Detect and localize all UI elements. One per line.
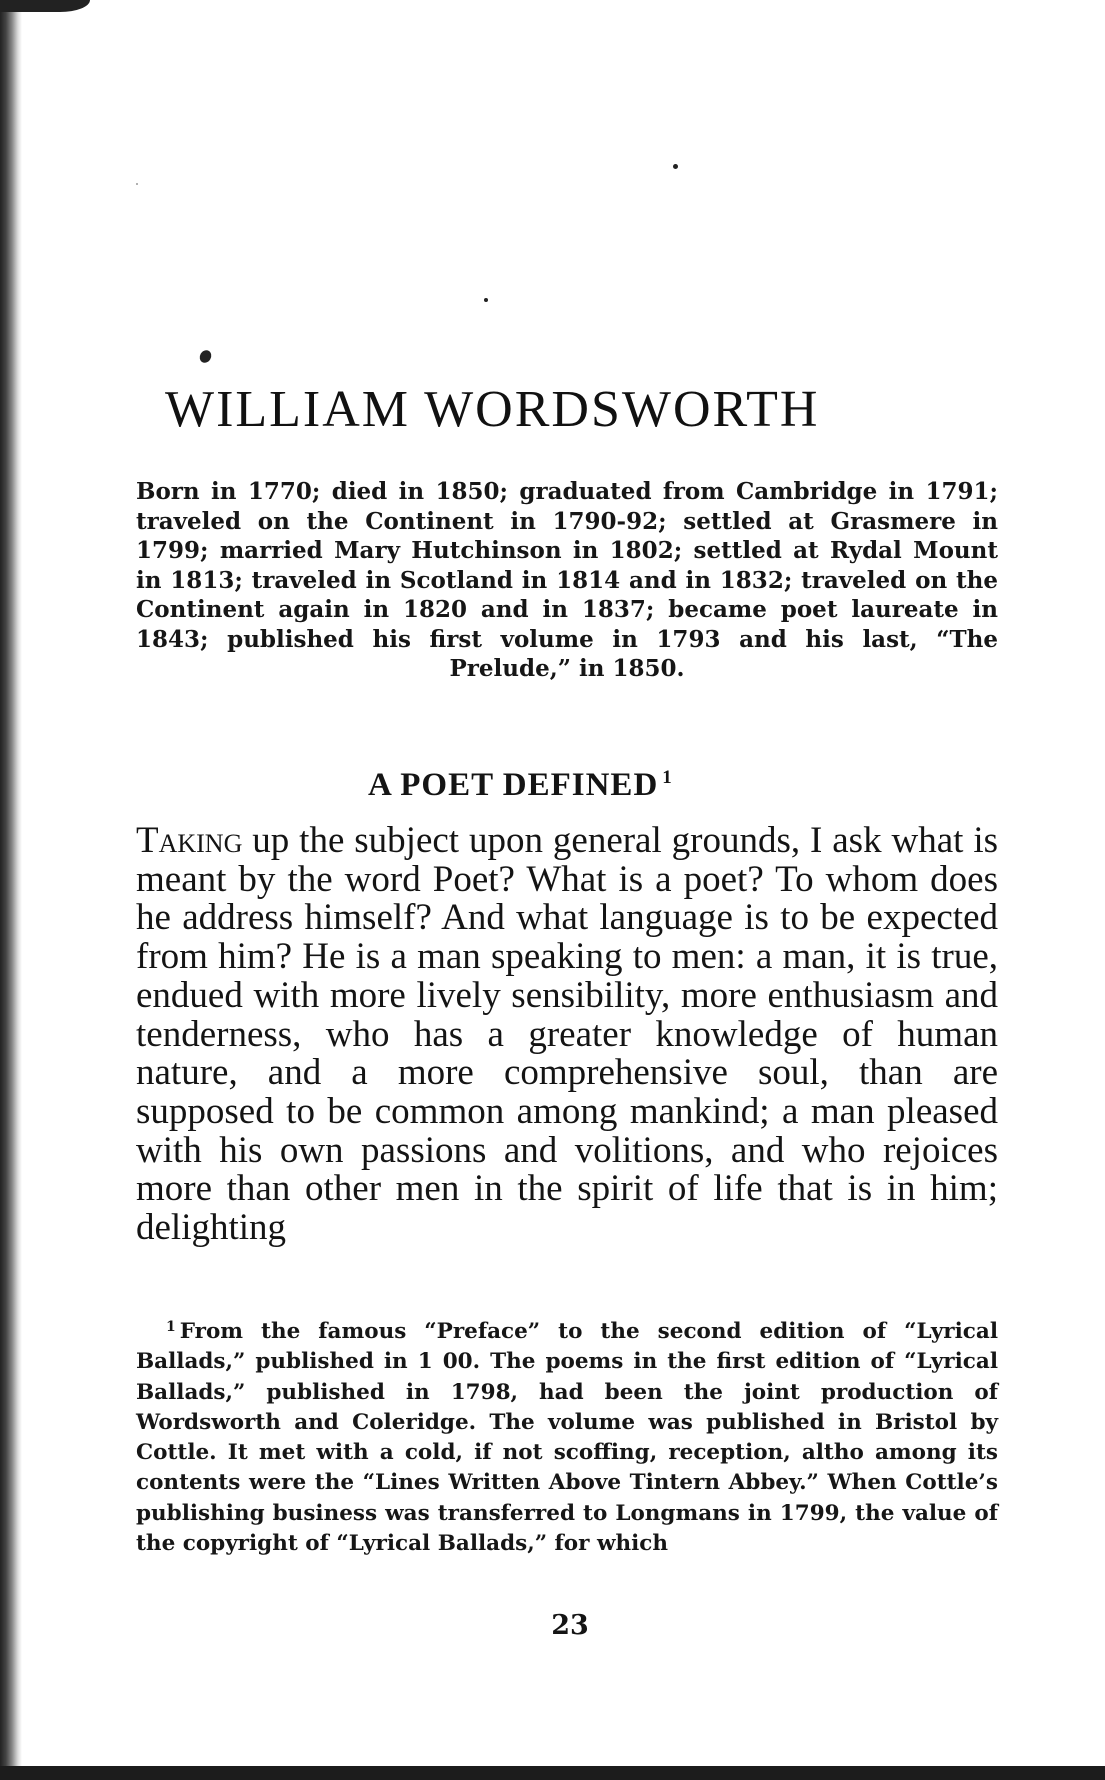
footnote-marker: 1 bbox=[166, 1319, 176, 1335]
footnote-text: From the famous “Preface” to the second edition of “Lyrical Ballads,” published in 1 00. The poems in the first edition of “Lyrical Ballads,” published in 1798, had been the joint production of Wordsworth and Coleridge. The volume was published in Bristol by Cottle. It met with a cold, if not scoffing, reception, altho among its contents were the “Lines Written Above Tintern Abbey.” When Cottle’s publishing business was transferred to Longmans in 1799, the value of the copyright of “Lyrical Ballads,” for which bbox=[136, 1319, 998, 1557]
print-speck bbox=[197, 348, 213, 365]
author-biography: Born in 1770; died in 1850; graduated from Cambridge in 1791; traveled on the Continent in 1790-92; settled at Grasmere in 1799; married Mary Hutchinson in 1802; settled at Rydal Mount in 1813; traveled in Scotland in 1814 and in 1832; traveled on the Continent again in 1820 and in 1837; became poet laureate in 1843; published his first volume in 1793 and his last, “The Prelude,” in 1850. bbox=[136, 478, 998, 682]
footnote bbox=[136, 1312, 998, 1559]
body-paragraph bbox=[136, 822, 998, 1248]
section-title-text: A POET DEFINED bbox=[368, 767, 659, 803]
binding-edge bbox=[0, 0, 22, 1780]
print-speck bbox=[484, 298, 488, 302]
opening-word: Taking bbox=[136, 820, 243, 861]
print-speck bbox=[673, 164, 678, 169]
section-title bbox=[368, 758, 968, 805]
binding-corner bbox=[0, 0, 90, 12]
page-number: 23 bbox=[551, 1610, 589, 1641]
footnote-reference: 1 bbox=[662, 767, 673, 788]
author-heading: WILLIAM WORDSWORTH bbox=[165, 381, 820, 438]
body-paragraph-text: up the subject upon general grounds, I ask what is meant by the word Poet? What is a poet? To whom does he address himself? And what language is to be expected from him? He is a man speaking to men: a man, it is true, endued with more lively sensibility, more enthusiasm and tenderness, who has a greater knowledge of human nature, and a more comprehensive soul, than are supposed to be common among mankind; a man pleased with his own passions and volitions, and who rejoices more than other men in the spirit of life that is in him; delighting bbox=[136, 820, 998, 1249]
print-speck bbox=[136, 183, 138, 185]
page-bottom-edge bbox=[0, 1766, 1105, 1780]
